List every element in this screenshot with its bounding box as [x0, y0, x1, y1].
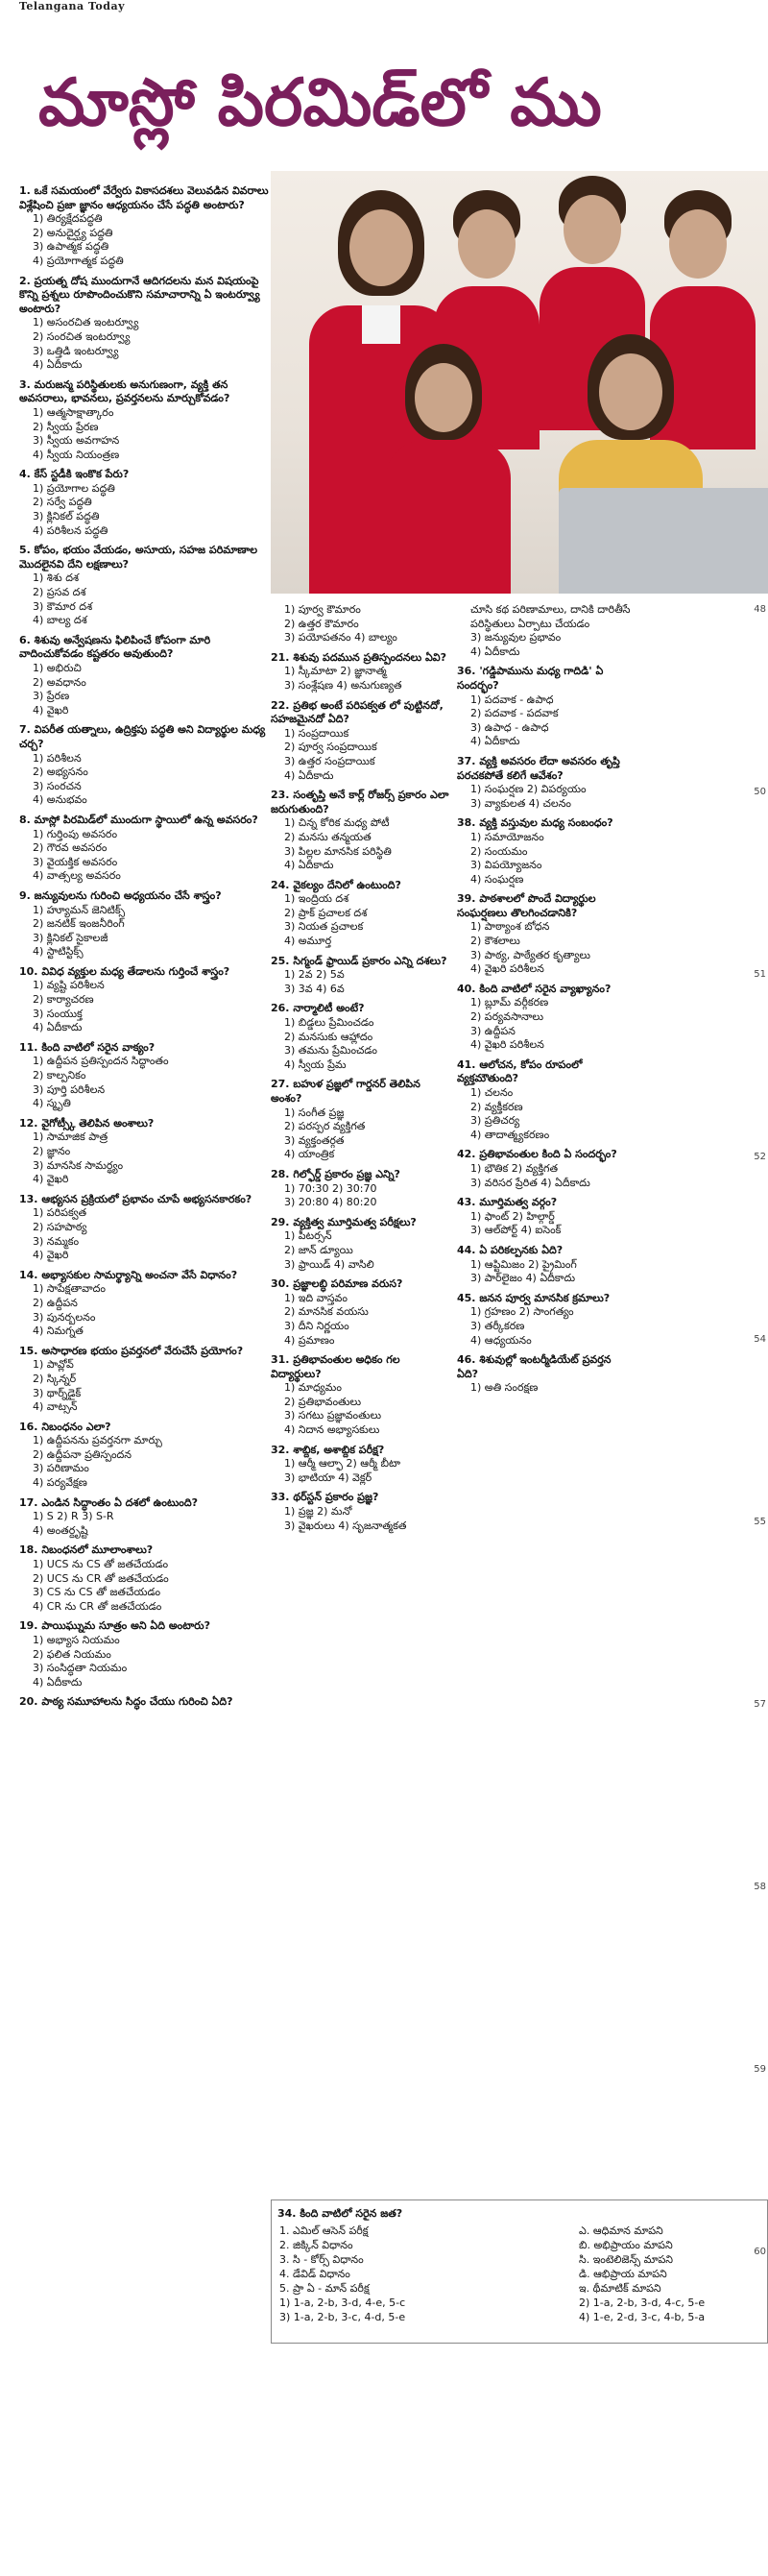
option: 1) ఆప్టిమిజం 2) ప్రైమింగ్ — [470, 1257, 577, 1271]
option: 2) సంరచిత ఇంటర్వ్యూ — [33, 329, 131, 343]
option: 3) పార్‌లైజం 4) ఏదీకాదు — [470, 1272, 576, 1285]
option: 1) సమాయోజనం — [470, 830, 544, 843]
page-number: 57 — [754, 1699, 766, 1710]
question: 39. పాఠశాలలో పొందే విద్యార్థుల సంఘర్షణలు తొలగించడానికి? — [457, 892, 596, 919]
question: 38. వ్యక్తి వస్తువుల మధ్య సంబంధం? — [457, 816, 613, 830]
question: 36. 'గడ్డిపామును మధ్య గాదిడి' ఏ సందర్భం? — [457, 665, 604, 692]
question: 12. వైగోట్స్కీ తెలిపిన అంశాలు? — [19, 1116, 155, 1130]
option: 2) కాల్పనికం — [33, 1069, 86, 1082]
option: 1) మాధ్యమం — [284, 1381, 342, 1395]
option: 3) తమను ప్రేమించడం — [284, 1044, 377, 1057]
option: 2) ఫలిత నియమం — [33, 1647, 111, 1661]
option: 2) పూర్వ సంప్రదాయిక — [284, 741, 377, 754]
option: 2) సర్వే పద్ధతి — [33, 496, 92, 509]
option: 3) CS ను CS తో జతచేయడం — [33, 1586, 161, 1599]
question: 33. థర్‌స్టన్ ప్రకారం ప్రజ్ఞ? — [271, 1491, 379, 1504]
option: 1) గ్రహణం 2) సాంగత్యం — [470, 1305, 574, 1319]
option: 2) ఉత్తర కౌమారం — [284, 617, 359, 630]
option: 1) బిడ్డలు ప్రేమించడం — [284, 1016, 374, 1030]
option: 3) క్లినికల్ పద్ధతి — [33, 510, 100, 523]
question: 46. శిశువుల్లో ఇంటర్మీడియేట్ ప్రవర్తన ఏది? — [457, 1353, 612, 1380]
option: 2) కార్యాచరణ — [33, 993, 94, 1007]
option: 1) పాఠ్యాంశ బోధన — [470, 920, 550, 934]
page-number: 60 — [754, 2247, 766, 2257]
option: 2) సహపాఠ్య — [33, 1220, 87, 1233]
option: 4) ప్రయోగాత్మక పద్ధతి — [33, 254, 124, 267]
option: 4) తాదాత్మ్యకరణం — [470, 1128, 550, 1141]
box-left-list — [279, 2224, 529, 2324]
question: 7. విపరీత యత్నాలు, ఉద్రిక్తపు పద్ధతి అని విద్యార్థుల మధ్య చర్చ? — [19, 723, 266, 750]
box-item: 3. సి - కోర్స్ విధానం — [279, 2253, 364, 2266]
option: 4) అనుభవం — [33, 793, 87, 807]
option: 4) బాల్య దశ — [33, 614, 87, 627]
option: 1) 2వ 2) 5వ — [284, 968, 345, 982]
option: 2) ప్రతిభావంతులు — [284, 1395, 362, 1408]
option: 3) దీని నిర్ణయం — [284, 1319, 349, 1332]
option: 2) కౌశలాలు — [470, 935, 520, 948]
option: 2) గౌరవ అవసరం — [33, 841, 108, 855]
question: 31. ప్రతిభావంతుల అధికం గల విద్యార్థులు? — [271, 1353, 400, 1380]
page-number: 58 — [754, 1882, 766, 1892]
option: 3) జన్యువుల ప్రభావం — [470, 631, 562, 644]
question: 24. వైకల్యం దేనిలో ఉంటుంది? — [271, 878, 401, 891]
question: 40. కింది వాటిలో సరైన వ్యాఖ్యానం? — [457, 982, 612, 995]
masthead: Telangana Today — [19, 0, 125, 12]
option: 1) పరిపక్వత — [33, 1206, 87, 1220]
option: 4) ఏదీకాదు — [470, 644, 520, 658]
option: 4) వైఖరి — [33, 1173, 69, 1186]
option: 3) ప్రేరణ — [33, 690, 70, 703]
option: 3) 3వ 4) 6వ — [284, 982, 345, 995]
option: 3) క్లినికల్ సైకాలజీ — [33, 931, 108, 944]
option: 4) ఏదీకాదు — [470, 735, 520, 748]
question: 30. ప్రజ్ఞాలబ్ధి పరిమాణ వరుస? — [271, 1277, 403, 1291]
question: 8. మాస్లో పిరమిడ్‌లో ముందుగా స్థాయిలో ఉన్న అవసరం? — [19, 813, 258, 826]
option: 3) పాఠ్య, పాఠ్యేతర కృత్యాలు — [470, 948, 590, 961]
option: 3) తర్కీకరణ — [470, 1319, 525, 1332]
question: 10. వివిధ వ్యక్తుల మధ్య తేడాలను గుర్తించే శాస్త్రం? — [19, 964, 230, 978]
option: 4) వాత్సల్య అవసరం — [33, 869, 121, 883]
option: 1) సంఘర్షణ 2) విపర్యయం — [470, 783, 587, 796]
option: 1) 70:30 2) 30:70 — [284, 1181, 377, 1195]
page-number: 55 — [754, 1517, 766, 1527]
question: 37. వ్యక్తి అవసరం లేదా అవసరం తృప్తి పరచకపోతే కలిగే ఆవేశం? — [457, 754, 620, 782]
option: 3) భాటియా 4) వెక్లర్ — [284, 1470, 372, 1484]
option: 2) స్వీయ ప్రేరణ — [33, 420, 99, 433]
option: 3) వరిసర ప్రేరిత 4) ఏదీకాదు — [470, 1176, 590, 1189]
option: 3) పునర్బలనం — [33, 1310, 96, 1324]
box-item: 4. డేవిడ్ విధానం — [279, 2268, 350, 2280]
option: 1) చలనం — [470, 1086, 514, 1099]
box-item: 2) 1-a, 2-b, 3-d, 4-c, 5-e — [579, 2297, 706, 2309]
box-item: 2. జిక్కిన్ విధానం — [279, 2239, 353, 2251]
option: 2) జనటిక్ ఇంజనీరింగ్ — [33, 917, 125, 931]
option: 4) ఏదీకాదు — [33, 1675, 83, 1689]
question: 11. కింది వాటిలో సరైన వాక్యం? — [19, 1040, 156, 1054]
option: 2) అభ్యసనం — [33, 766, 88, 779]
option: 3) సంరచన — [33, 779, 82, 792]
option: 2) పరస్పర వ్యక్తిగత — [284, 1120, 366, 1133]
question: 42. ప్రతిభావంతుల కింది ఏ సందర్భం? — [457, 1148, 617, 1161]
question: 43. మూర్తిమత్వ వర్గం? — [457, 1196, 558, 1209]
box-right-list — [579, 2224, 761, 2324]
option: 3) సగటు ప్రజ్ఞావంతులు — [284, 1409, 382, 1422]
option: 3) కౌమార దశ — [33, 599, 93, 613]
option: 3) వ్యక్తంతర్గత — [284, 1133, 345, 1147]
box-item: ఇ. థీమాటిక్ మాపని — [579, 2282, 661, 2295]
option: 1) S 2) R 3) S-R — [33, 1510, 114, 1523]
option: 4) స్టాటిస్టిక్స్ — [33, 945, 84, 959]
option: 4) ఏదీకాదు — [33, 358, 83, 372]
option: 4) CR ను CR తో జతచేయడం — [33, 1599, 162, 1613]
option: 4) ఏదీకాదు — [33, 1021, 83, 1034]
students-photo — [271, 171, 768, 594]
option: 2) మానసిక వయసు — [284, 1305, 369, 1319]
page-number: 51 — [754, 969, 766, 980]
option: 4) వైఖరి — [33, 703, 69, 717]
option: 4) స్వీయ నియంత్రణ — [33, 448, 120, 461]
option: 1) ప్రయోగాల పద్ధతి — [33, 481, 115, 495]
option: 3) ఉపాత్మక పద్ధతి — [33, 240, 109, 254]
option: 2) ప్రసవ దశ — [33, 586, 86, 599]
option: 1) పూర్వ కౌమారం — [284, 603, 361, 616]
option: 4) వాట్సన్ — [33, 1400, 78, 1414]
box-item: ఎ. ఆధిమాన మాపని — [579, 2224, 663, 2237]
option: 1) సంప్రదాయిక — [284, 726, 349, 740]
option: 4) నిమగ్నత — [33, 1324, 84, 1338]
question: 15. అసాధారణ భయం ప్రవర్తనలో వేరుచేసే ప్రయోగం? — [19, 1344, 244, 1357]
option: 2) ప్రాక్ ప్రచాలక దశ — [284, 906, 368, 919]
option: 1) ఆర్మీ ఆల్ఫా 2) ఆర్మీ బీటా — [284, 1457, 401, 1470]
option: 3) పరిణామం — [33, 1462, 89, 1475]
option: 2) అనుదైర్ఘ్య పద్ధతి — [33, 226, 113, 239]
option: 3) పిల్లల మానసిక పరిస్థితి — [284, 844, 392, 858]
option: 1) సాపేక్షతావాదం — [33, 1282, 106, 1296]
question: 20. పాఠ్య సమూహాలను సిద్ధం చేయు గురించి ఏది? — [19, 1695, 233, 1709]
option: 1) పావ్లోవ్ — [33, 1358, 74, 1372]
box-item: బి. అభిప్రాయం మాపని — [579, 2239, 673, 2251]
option: 4) వైఖరి పరిశీలన — [470, 1038, 544, 1052]
option: 4) అంతర్దృష్టి — [33, 1523, 88, 1537]
option: 4) యాంత్రిక — [284, 1148, 335, 1161]
option: 3) స్వీయ అవగాహన — [33, 434, 120, 448]
page-number: 54 — [754, 1334, 766, 1345]
option: 1) అసంరచిత ఇంటర్వ్యూ — [33, 316, 139, 329]
option: 4) నిదాన అభ్యాసకులు — [284, 1423, 380, 1437]
question: 3. మరుజన్మ పరిస్థితులకు అనుగుణంగా, వ్యక్తి తన అవసరాలు, భావనలు, ప్రవర్తనలను మార్చుకోవడం? — [19, 377, 230, 405]
question: 5. కోపం, భయం వేయడం, అసూయ, సహజ పరిమాణాల మొదలైనవి దేని లక్షణాలు? — [19, 544, 257, 571]
option: 2) పదవాక - పదవాక — [470, 707, 559, 720]
option: 3) 20:80 4) 80:20 — [284, 1196, 377, 1209]
option: 2) UCS ను CR తో జతచేయడం — [33, 1571, 169, 1585]
option: 2) సంయమం — [470, 844, 528, 858]
option: 2) ఉద్దీపనా ప్రతిస్పందన — [33, 1447, 132, 1461]
option: 3) ఉద్దీపన — [470, 1024, 516, 1037]
option: 1) ఫాంట్ 2) హిల్గార్డ్ — [470, 1209, 555, 1223]
option: 1) బ్లూమ్ వర్గీకరణ — [470, 996, 549, 1009]
option: 1) చిన్న కోరిక మధ్య పోటీ — [284, 816, 390, 830]
option: 1) పీటర్సన్ — [284, 1229, 332, 1243]
option: 4) స్వీయ ప్రేమ — [284, 1057, 347, 1071]
box-item: సి. ఇంటెలిజెన్స్ మాపని — [579, 2253, 673, 2266]
option: 1) పరిశీలన — [33, 751, 82, 765]
option: 1) గుర్తింపు అవసరం — [33, 827, 118, 840]
question: 9. జన్యువులను గురించి అధ్యయనం చేసే శాస్త్రం? — [19, 888, 222, 902]
question: 14. అభ్యాసకుల సామర్థ్యాన్ని అంచనా వేసే విధానం? — [19, 1268, 238, 1281]
option: 1) ఇంద్రియ దశ — [284, 892, 349, 906]
option: 1) ప్రజ్ఞ 2) మనో — [284, 1505, 352, 1519]
question: 1. ఒకే సమయంలో వేర్వేరు వికాసదశలు వెలువడిన వివరాలు విశ్లేషించి ప్రజా జ్ఞానం ఆధ్యయనం చేసే పద్ధతి అంటారు? — [19, 184, 269, 211]
option: 1) స్కీమాటా 2) జ్ఞానాత్మ — [284, 665, 387, 678]
matching-question-box — [271, 2199, 768, 2344]
option: 2) వ్యక్తీకరణ — [470, 1100, 523, 1113]
option: 4) ప్రమాణం — [284, 1333, 335, 1347]
question: 25. సిగ్మండ్ ఫ్రాయిడ్ ప్రకారం ఎన్ని దశలు? — [271, 954, 447, 967]
question: 2. ప్రయత్న దోష ముందుగానే ఆదిగదలను మన విషయంపై కొన్ని ప్రశ్నలు రూపొందించుకొని సమాచారాన్ని ఏ ఇంటర్వ్యూ అంటారు? — [19, 274, 260, 315]
option: 2) మనసు తన్మయత — [284, 830, 372, 843]
option: 3) విపయ్యోజనం — [470, 859, 542, 872]
option: 2) ఉద్దీపన — [33, 1296, 78, 1309]
box-item: 1. ఎమిల్ ఆసెన్ పరీక్ష — [279, 2224, 369, 2237]
option: 1) వ్యష్టి పరిశీలన — [33, 979, 105, 992]
option: 3) నియత ప్రచాలక — [284, 920, 364, 934]
option: 3) వ్యాకులత 4) చలనం — [470, 796, 571, 810]
option: 2) మనసుకు ఆహ్లాదం — [284, 1030, 373, 1043]
page-number: 50 — [754, 787, 766, 797]
option: 3) ఒత్తిడి ఇంటర్వ్యూ — [33, 344, 119, 357]
question: 44. ఏ పరికల్పనకు ఏది? — [457, 1243, 564, 1256]
question: 29. వ్యక్తిత్వ మూర్తిమత్వ పరీక్షలు? — [271, 1215, 417, 1228]
option: 1) ఆత్మసాక్షాత్కారం — [33, 405, 114, 419]
question: 32. శాబ్దిక, అశాబ్దిక పరీక్ష? — [271, 1443, 385, 1456]
question: 18. నిబంధనలో మూలాంశాలు? — [19, 1543, 154, 1557]
option: 4) ఆధ్యయనం — [470, 1333, 532, 1347]
box-item: 3) 1-a, 2-b, 3-c, 4-d, 5-e — [279, 2311, 406, 2323]
column-1 — [19, 179, 269, 2570]
question: 26. నార్మాలిటీ అంటే? — [271, 1002, 365, 1015]
option: 4) వైఖరి పరిశీలన — [470, 962, 544, 976]
option: 1) సంగీత ప్రజ్ఞ — [284, 1106, 345, 1119]
page-number: 59 — [754, 2064, 766, 2075]
option: 3) సంశ్లేషణ 4) అనుగుణ్యత — [284, 678, 402, 692]
option: 3) థార్న్‌డైక్ — [33, 1386, 82, 1399]
option: 1) భౌతిక 2) వ్యక్తిగత — [470, 1161, 559, 1175]
question: 23. సంతృప్తి అనే కార్ల్ రోజర్స్ ప్రకారం ఎలా జరుగుతుంది? — [271, 789, 449, 815]
option: 4) స్మృతి — [33, 1097, 71, 1110]
option: 3) సంయుక్త — [33, 1007, 83, 1020]
option: 4) సంఘర్షణ — [470, 872, 524, 886]
question: 27. బహుళ ప్రజ్ఞలో గార్డనర్ తెలిపిన అంశం? — [271, 1078, 420, 1105]
question: 17. ఎండిన సిద్ధాంతం ఏ దశలో ఉంటుంది? — [19, 1495, 198, 1509]
option: 3) ఆల్‌పోర్ట్ 4) ఐసెంక్ — [470, 1224, 562, 1237]
question: 21. శిశువు పదమున ప్రతిస్పందనలు ఏవి? — [271, 650, 446, 664]
option: 1) ఇది వాస్తవం — [284, 1291, 348, 1304]
option: 4) ఏదీకాదు — [284, 768, 334, 782]
option: 2) జాన్ డ్యూయి — [284, 1243, 353, 1256]
option: 1) శిశు దశ — [33, 571, 80, 585]
option: 1) UCS ను CS తో జతచేయడం — [33, 1558, 169, 1571]
option: 4) పరిశీలన పద్ధతి — [33, 523, 108, 537]
option: 3) ఉత్తర సంప్రదాయిక — [284, 754, 375, 767]
option: 4) వైఖరి — [33, 1249, 69, 1262]
question: 6. శిశువు అన్వేషణను ఫిలిపించే కోపంగా మారి వాదించుకోవడం కష్టతరం అవుతుంది? — [19, 633, 211, 661]
option: 1) సామాజిక పాత్ర — [33, 1130, 108, 1144]
question: 28. గిల్ఫోర్డ్ ప్రకారం ప్రజ్ఞ ఎన్ని? — [271, 1167, 400, 1180]
option: 4) అమూర్త — [284, 935, 332, 948]
option: 4) ఏదీకాదు — [284, 859, 334, 872]
option: 2) స్కిన్నర్ — [33, 1372, 77, 1385]
question: 19. పాయిఘ్నుమ సూత్రం అని ఏది అంటారు? — [19, 1619, 210, 1633]
option: 1) ఉద్దీపన ప్రతిస్పందన సిద్ధాంతం — [33, 1055, 169, 1068]
option: 1) ఉద్దీపనను ప్రవర్తనగా మార్చు — [33, 1434, 162, 1447]
option: 4) పర్యవేక్షణ — [33, 1476, 87, 1490]
option: 3) ఉపాధ - ఉపాధ — [470, 720, 549, 734]
question: 45. జనన పూర్వ మానసిక క్రమాలు? — [457, 1291, 611, 1304]
option: 3) పూర్తి పరిశీలన — [33, 1082, 106, 1096]
option: 2) జ్ఞానం — [33, 1145, 71, 1157]
question: 13. ఆభ్యసన ప్రక్రియలో ప్రభావం చూపే అభ్యసనకారకం? — [19, 1192, 252, 1205]
box-item: 4) 1-e, 2-d, 3-c, 4-b, 5-a — [579, 2311, 706, 2323]
option: 3) ప్రతిచర్య — [470, 1114, 520, 1128]
option: 2) పర్యవసానాలు — [470, 1010, 544, 1024]
option: 3) మానసిక సామర్థ్యం — [33, 1158, 124, 1172]
question: 16. నిబంధనం ఎలా? — [19, 1420, 111, 1433]
page-number: 52 — [754, 1152, 766, 1162]
option: 2) అవధానం — [33, 675, 86, 689]
box-title: 34. కింది వాటిలో సరైన జత? — [277, 2207, 403, 2220]
question: 22. ప్రతిభ అంటే పరిపక్వత లో పుట్టినదో, సహజమైనదో ఏది? — [271, 698, 444, 726]
option: 3) నమ్మకం — [33, 1234, 80, 1248]
option: 1) అభిరుచి — [33, 662, 82, 674]
option: 1) పదవాక - ఉపాధ — [470, 693, 554, 706]
box-item: డి. ఆభిప్రాయ మాపని — [579, 2268, 667, 2280]
option: 1) తిర్యక్షేదపద్ధతి — [33, 212, 103, 226]
option: 3) వైఖరులు 4) సృజనాత్మకత — [284, 1519, 407, 1532]
option: 3) వైయక్తిక అవసరం — [33, 855, 118, 868]
headline: మాస్లో పిరమిడ్‌లో ము — [38, 65, 602, 141]
box-item: 5. ప్రా ఏ - మాన్ పరీక్ష — [279, 2282, 370, 2295]
box-item: 1) 1-a, 2-b, 3-d, 4-e, 5-c — [279, 2297, 406, 2309]
option: 3) పయోపతనం 4) బాల్యం — [284, 631, 397, 644]
option: చూసి కథ పరిణామాలు, దానికి దారితీసే పరిస్థితులు ఏర్పాటు చేయడం — [470, 603, 631, 630]
option: 1) అతి సంరక్షణ — [470, 1381, 539, 1395]
question: 4. కేస్ స్టడీకి ఇంకొక పేరు? — [19, 468, 130, 481]
question: 41. ఆలోచన, కోపం రూపంలో వ్యక్తమౌతుంది? — [457, 1057, 583, 1085]
option: 3) ఫ్రాయిడ్ 4) వాసిలి — [284, 1257, 374, 1271]
option: 1) అభ్యాస నియమం — [33, 1634, 120, 1646]
option: 3) సంసిద్ధతా నియమం — [33, 1662, 128, 1675]
option: 1) హ్యూమన్ జెనిటిక్స్ — [33, 903, 126, 916]
page-number: 48 — [754, 604, 766, 615]
